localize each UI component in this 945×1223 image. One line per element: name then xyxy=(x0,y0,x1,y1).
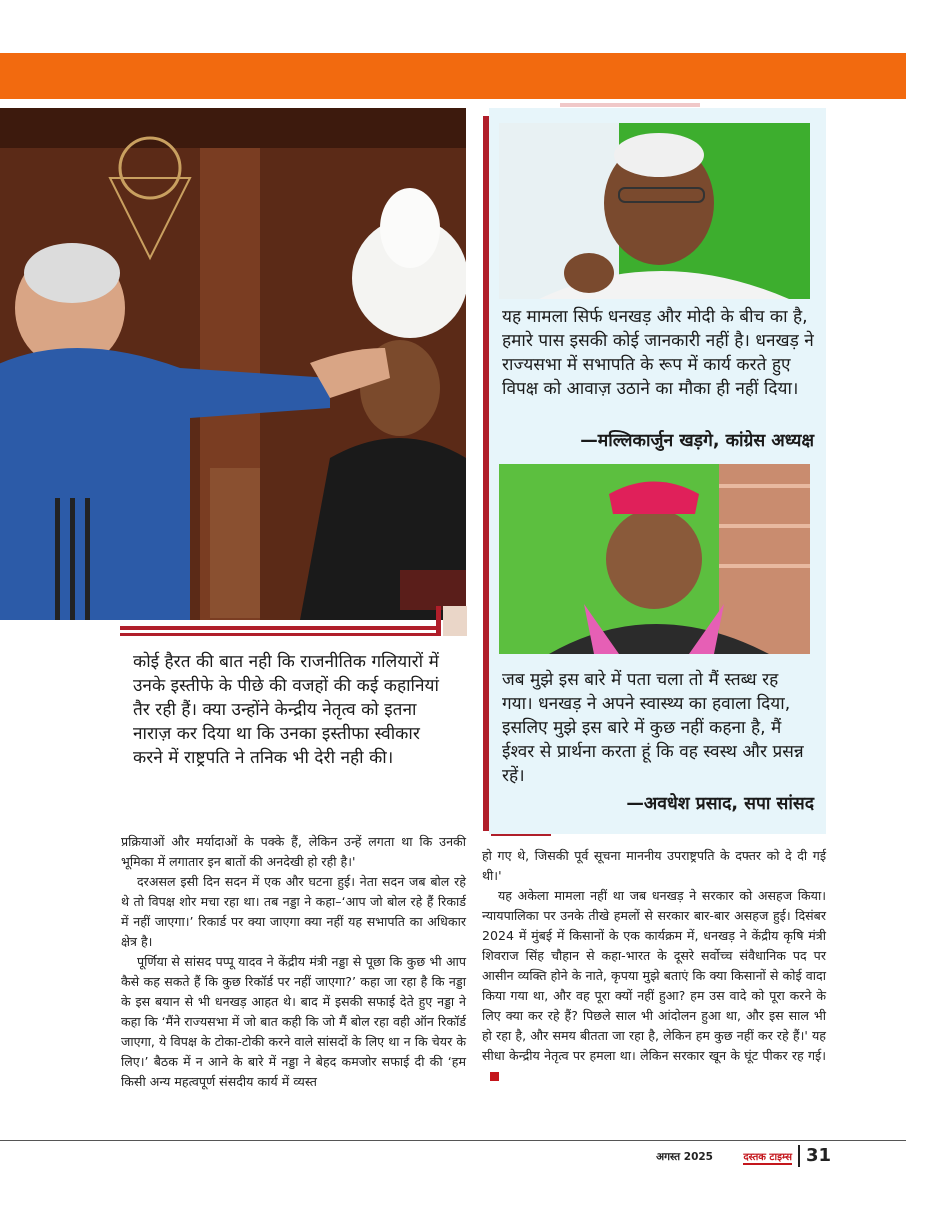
footer-rule xyxy=(0,1140,906,1141)
panel-side-bar xyxy=(483,116,489,831)
khadge-quote-text: यह मामला सिर्फ धनखड़ और मोदी के बीच का है, हमारे पास इसकी कोई जानकारी नहीं है। धनखड़ ने राज्यसभा में सभापति के रूप में कार्य करते हुए विपक्ष को आवाज़ उठाने का मौका ही नहीं दिया। xyxy=(502,307,814,399)
awadhesh-photo-illustration xyxy=(499,464,810,654)
body-paragraph: हो गए थे, जिसकी पूर्व सूचना माननीय उपराष्ट्रपति के दफ्तर को दे दी गई थी।' xyxy=(482,848,826,883)
awadhesh-photo xyxy=(499,464,810,654)
footer-date: अगस्त 2025 xyxy=(656,1151,713,1163)
khadge-photo xyxy=(499,123,810,299)
chairman-photo-illustration xyxy=(0,108,466,620)
column-accent-rule xyxy=(491,834,551,836)
chairman-photo xyxy=(0,108,466,620)
footer-magazine-logo: दस्तक टाइम्स xyxy=(743,1149,792,1165)
khadge-quote-attribution: —मल्लिकार्जुन खड़गे, कांग्रेस अध्यक्ष xyxy=(580,431,814,451)
body-paragraph: प्रक्रियाओं और मर्यादाओं के पक्के हैं, लेकिन उन्हें लगता था कि उनकी भूमिका में लगातार इन बातों की अनदेखी हो रही है।' xyxy=(121,834,466,869)
photo-frame-corner xyxy=(436,606,441,636)
top-color-band xyxy=(0,53,906,99)
pull-quote: कोई हैरत की बात नही कि राजनीतिक गलियारों में उनके इस्तीफे के पीछे की वजहों की कई कहानियां तैर रही हैं। क्या उन्होंने केन्द्रीय नेतृत्व को इतना नाराज़ कर दिया था कि उनका इस्तीफा स्वीकार करने में राष्ट्रपति ने तनिक भी देरी नही की। xyxy=(133,652,439,768)
photo-frame-square xyxy=(443,606,467,636)
footer-separator xyxy=(798,1145,800,1167)
footer xyxy=(0,1145,906,1169)
body-paragraph-text: यह अकेला मामला नहीं था जब धनखड़ ने सरकार को असहज किया। न्यायपालिका पर उनके तीखे हमलों से सरकार बार-बार असहज हुई। दिसंबर 2024 में मुंबई में किसानों के एक कार्यक्रम में, धनखड़ ने केंद्रीय कृषि मंत्री शिवराज सिंह चौहान से कहा-भारत के दूसरे सर्वोच्च संवैधानिक पद पर आसीन व्यक्ति होने के नाते, कृपया मुझे बताएं कि क्या किसानों से कोई वादा किया गया था, और वह पूरा क्यों नहीं हुआ? हम उस वादे को पूरा करने के लिए क्या कर रहे हैं? पिछले साल भी आंदोलन हुआ था, और इस साल भी हो रहा है, और समय बीतता जा रहा है, लेकिन हम कुछ नहीं कर रहे हैं।' यह सीधा केन्द्रीय नेतृत्व पर हमला था। लेकिन सरकार खून के घूंट पीकर रह गई। xyxy=(482,888,827,1063)
photo-frame-bar xyxy=(120,633,440,636)
photo-frame-bar xyxy=(120,626,440,630)
awadhesh-quote-attribution: —अवधेश प्रसाद, सपा सांसद xyxy=(626,794,814,814)
body-column-left xyxy=(121,832,466,1092)
body-paragraph: पूर्णिया से सांसद पप्पू यादव ने केंद्रीय मंत्री नड्डा से पूछा कि कुछ भी आप कैसे कह सकते हैं कि कुछ रिकॉर्ड पर नहीं जाएगा?’ कहा जा रहा है कि नड्डा के इस बयान से भी धनखड़ आहत थे। बाद में इसकी सफाई देते हुए नड्डा ने कहा कि ‘मैंने राज्यसभा में जो बात कही कि जो मैं बोल रहा वही ऑन रिकॉर्ड जाएगा, ये विपक्ष के टोका-टोकी करने वाले सांसदों के लिए था न कि चेयर के लिए।’ बैठक में न आने के बारे में नड्डा ने बेहद कमजोर सफाई दी की ‘हम किसी अन्य महत्वपूर्ण संसदीय कार्य में व्यस्त xyxy=(121,954,466,1089)
awadhesh-quote-text: जब मुझे इस बारे में पता चला तो मैं स्तब्ध रह गया। धनखड़ ने अपने स्वास्थ्य का हवाला दिया, इसलिए मुझे इस बारे में कुछ नहीं कहना है, मैं ईश्वर से प्रार्थना करता हूं कि वह स्वस्थ और प्रसन्न रहें। xyxy=(502,670,804,786)
panel-accent-line xyxy=(560,103,700,107)
body-column-right xyxy=(482,846,826,1086)
page-number: 31 xyxy=(806,1145,832,1166)
khadge-photo-illustration xyxy=(499,123,810,299)
end-mark-icon xyxy=(490,1072,499,1081)
body-paragraph: दरअसल इसी दिन सदन में एक और घटना हुई। नेता सदन जब बोल रहे थे तो विपक्ष शोर मचा रहा था। तब नड्डा ने कहा–‘आप जो बोल रहे हैं रिकार्ड में नहीं जाएगा।’ रिकार्ड पर क्या जाएगा क्या नहीं यह सभापति का अधिकार क्षेत्र है। xyxy=(121,874,466,949)
body-paragraph xyxy=(482,886,826,1086)
